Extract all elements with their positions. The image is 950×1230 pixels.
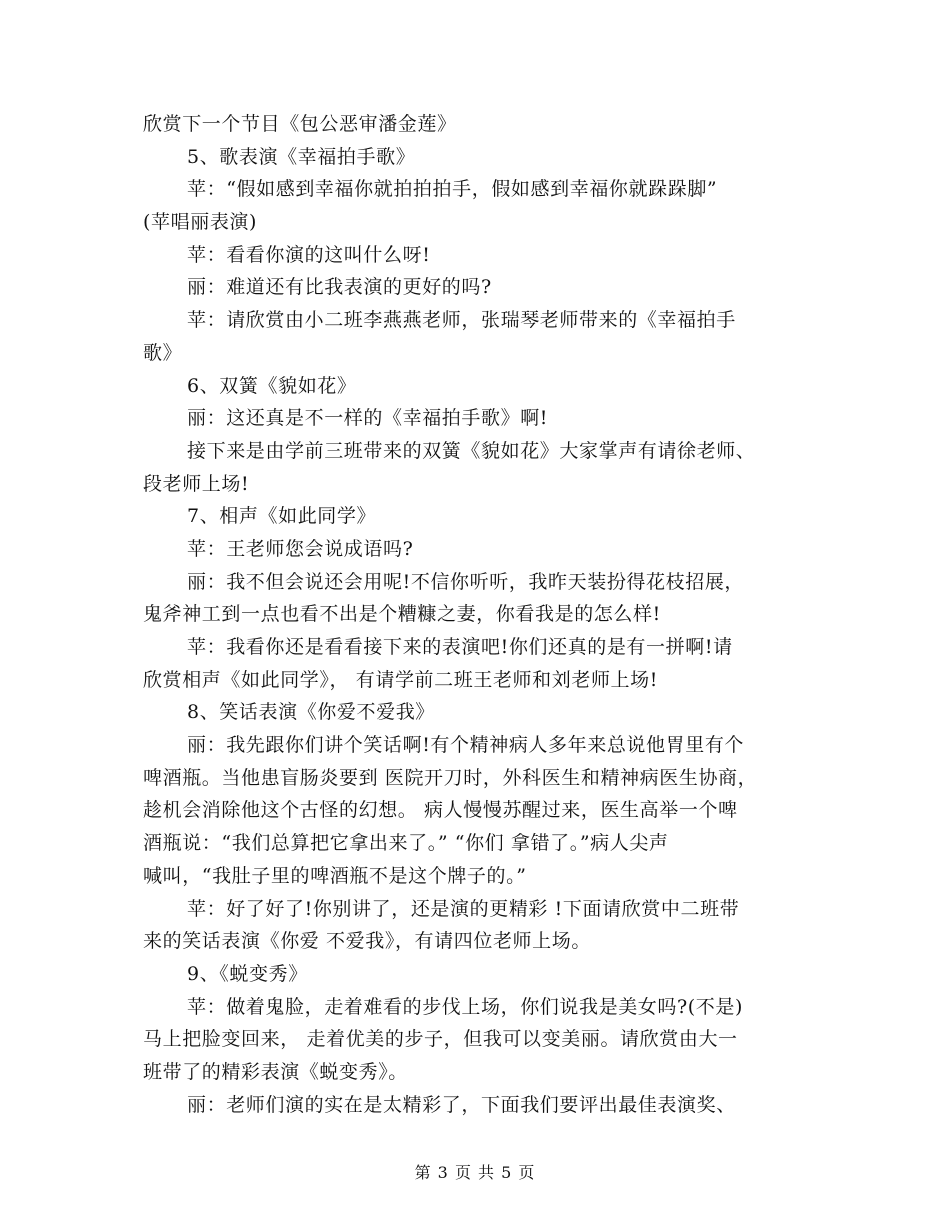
text-line: 苹：王老师您会说成语吗? — [187, 537, 414, 560]
document-body — [143, 108, 813, 1121]
text-line: 丽：我先跟你们讲个笑话啊!有个精神病人多年来总说他胃里有个 — [187, 734, 745, 757]
text-line: 酒瓶说：“我们总算把它拿出来了。” “你们 拿错了。”病人尖声 — [143, 832, 669, 855]
text-line: 8、笑话表演《你爱不爱我》 — [187, 701, 435, 724]
text-line: 苹：请欣赏由小二班李燕燕老师，张瑞琴老师带来的《幸福拍手 — [187, 309, 736, 332]
page-footer: 第 3 页 共 5 页 — [414, 1163, 536, 1182]
text-line: 丽：这还真是不一样的《幸福拍手歌》啊! — [187, 407, 549, 430]
text-line: 9、《蜕变秀》 — [187, 962, 308, 985]
text-line: 班带了的精彩表演《蜕变秀》。 — [143, 1060, 408, 1083]
text-line: 丽：难道还有比我表演的更好的吗? — [187, 276, 492, 299]
text-line: 苹：做着鬼脸，走着难看的步伐上场，你们说我是美女吗?(不是) — [187, 995, 744, 1018]
text-line: (苹唱丽表演) — [143, 211, 258, 234]
text-line: 7、相声《如此同学》 — [187, 505, 377, 528]
text-line: 啤酒瓶。当他患盲肠炎要到 医院开刀时，外科医生和精神病医生协商， — [143, 766, 758, 789]
text-line: 趁机会消除他这个古怪的幻想。 病人慢慢苏醒过来，医生高举一个啤 — [143, 799, 738, 822]
text-line: 苹：“假如感到幸福你就拍拍拍手，假如感到幸福你就跺跺脚” — [187, 178, 718, 201]
text-line: 马上把脸变回来， 走着优美的步子，但我可以变美丽。请欣赏由大一 — [143, 1028, 738, 1051]
text-line: 6、双簧《貌如花》 — [187, 374, 357, 397]
text-line: 5、歌表演《幸福拍手歌》 — [187, 145, 416, 168]
text-line: 苹：看看你演的这叫什么呀! — [187, 243, 431, 266]
text-line: 段老师上场! — [143, 472, 250, 495]
text-line: 接下来是由学前三班带来的双簧《貌如花》大家掌声有请徐老师、 — [187, 439, 756, 462]
text-line: 欣赏下一个节目《包公恶审潘金莲》 — [143, 113, 457, 135]
text-line: 苹：我看你还是看看接下来的表演吧!你们还真的是有一拼啊!请 — [187, 636, 733, 658]
text-line: 来的笑话表演《你爱 不爱我》，有请四位老师上场。 — [143, 930, 591, 953]
text-line: 丽：我不但会说还会用呢!不信你听听，我昨天装扮得花枝招展， — [187, 570, 745, 593]
text-line: 喊叫，“我肚子里的啤酒瓶不是这个牌子的。” — [143, 864, 527, 887]
text-line: 苹：好了好了!你别讲了，还是演的更精彩 !下面请欣赏中二班带 — [187, 897, 740, 920]
text-line: 鬼斧神工到一点也看不出是个糟糠之妻，你看我是的怎么样! — [143, 603, 661, 626]
text-line: 歌》 — [143, 341, 183, 364]
text-line: 丽：老师们演的实在是太精彩了，下面我们要评出最佳表演奖、 — [187, 1093, 736, 1116]
text-line: 欣赏相声《如此同学》， 有请学前二班王老师和刘老师上场! — [143, 668, 658, 691]
